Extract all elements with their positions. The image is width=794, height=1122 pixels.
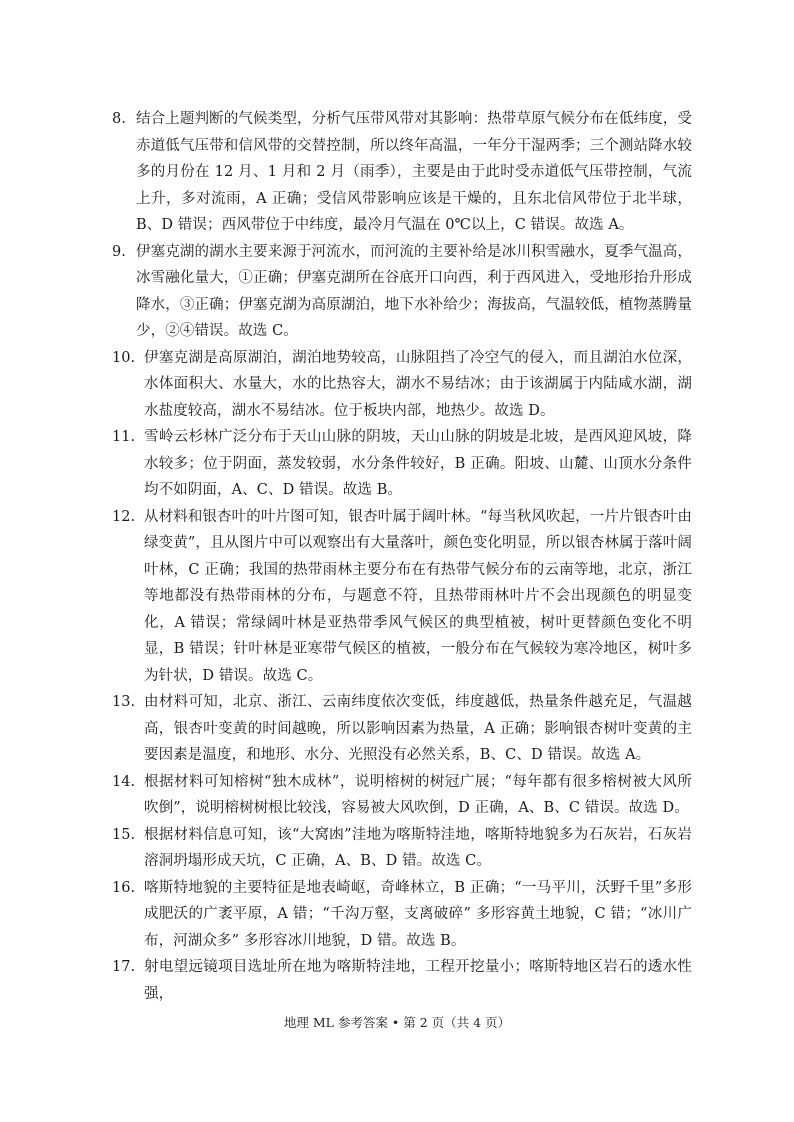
answer-text: 伊塞克湖的湖水主要来源于河流水，而河流的主要补给是冰川积雪融水，夏季气温高，冰雪融化量大，①正确；伊塞克湖所在谷底开口向西，利于西风进入，受地形抬升形成降水，③正确；伊塞克湖为高原湖泊，地下水补给少；海拔高，气温较低，植物蒸腾量少，②④错误。故选 C。 <box>136 243 692 339</box>
answer-text: 由材料可知，北京、浙江、云南纬度依次变低，纬度越低，热量条件越充足，气温越高，银杏叶变黄的时间越晚，所以影响因素为热量，A 正确；影响银杏树叶变黄的主要因素是温度，和地形、水分、光照没有必然关系，B、C、D 错误。故选 A。 <box>144 694 692 763</box>
answer-item-16 <box>112 875 692 955</box>
answer-text: 根据材料信息可知，该“大窝凼”洼地为喀斯特洼地，喀斯特地貌多为石灰岩，石灰岩溶洞坍塌形成天坑，C 正确，A、B、D 错。故选 C。 <box>144 826 692 869</box>
answer-text: 根据材料可知榕树“独木成林”，说明榕树的树冠广展；“每年都有很多榕树被大风所吹倒”，说明榕树树根比较浅，容易被大风吹倒，D 正确，A、B、C 错误。故选 D。 <box>144 773 692 816</box>
answer-number: 12. <box>112 508 136 525</box>
answer-number: 11. <box>112 429 136 445</box>
answer-item-11 <box>112 424 692 504</box>
answer-number: 14. <box>112 773 136 790</box>
answer-text: 喀斯特地貌的主要特征是地表崎岖，奇峰林立，B 正确；“一马平川，沃野千里”多形成肥沃的广袤平原，A 错；“千沟万壑，支离破碎” 多形容黄土地貌，C 错；“冰川广布，河湖众多” 多形容冰川地貌，D 错。故选 B。 <box>144 879 692 949</box>
answer-text: 伊塞克湖是高原湖泊，湖泊地势较高，山脉阻挡了冷空气的侵入，而且湖泊水位深，水体面积大、水量大，水的比热容大，湖水不易结冰；由于该湖属于内陆咸水湖，湖水盐度较高，湖水不易结冰。位于板块内部，地热少。故选 D。 <box>144 349 692 419</box>
answer-item-9 <box>112 239 692 345</box>
answer-item-12 <box>112 504 692 690</box>
answer-text: 从材料和银杏叶的叶片图可知，银杏叶属于阔叶林。“每当秋风吹起，一片片银杏叶由绿变黄”，且从图片中可以观察出有大量落叶，颜色变化明显，所以银杏林属于落叶阔叶林，C 正确；我国的热带雨林主要分布在有热带气候分布的云南等地，北京，浙江等地都没有热带雨林的分布，与题意不符，且热带雨林叶片不会出现颜色的明显变化，A 错误；常绿阔叶林是亚热带季风气候区的典型植被，树叶更替颜色变化不明显，B 错误；针叶林是亚寒带气候区的植被，一般分布在气候较为寒冷地区，树叶多为针状，D 错误。故选 C。 <box>144 508 692 684</box>
answer-number: 13. <box>112 694 136 710</box>
answer-item-8 <box>112 106 692 239</box>
answer-list <box>112 106 692 1007</box>
page-footer: 地理 ML 参考答案 • 第 2 页（共 4 页） <box>283 1015 511 1030</box>
answer-item-13 <box>112 689 692 769</box>
answer-item-14 <box>112 769 692 822</box>
answer-number: 16. <box>112 879 136 896</box>
answer-number: 17. <box>112 959 136 975</box>
answer-text: 雪岭云杉林广泛分布于天山山脉的阴坡，天山山脉的阴坡是北坡，是西风迎风坡，降水较多；位于阴面，蒸发较弱，水分条件较好，B 正确。阳坡、山麓、山顶水分条件均不如阴面，A、C、D 错误。故选 B。 <box>144 429 692 498</box>
answer-item-17 <box>112 954 692 1007</box>
answer-text: 结合上题判断的气候类型，分析气压带风带对其影响：热带草原气候分布在低纬度，受赤道低气压带和信风带的交替控制，所以终年高温，一年分干湿两季；三个测站降水较多的月份在 12 月、1 月和 2 月（雨季），主要是由于此时受赤道低气压带控制，气流上升，多对流雨，A 正确；受信风带影响应该是干燥的，且东北信风带位于北半球，B、D 错误；西风带位于中纬度，最冷月气温在 0℃以上，C 错误。故选 A。 <box>136 111 692 233</box>
answer-item-15 <box>112 822 692 875</box>
answer-number: 8. <box>112 111 126 127</box>
answer-number: 15. <box>112 826 136 843</box>
answer-text: 射电望远镜项目选址所在地为喀斯特洼地，工程开挖量小；喀斯特地区岩石的透水性强， <box>144 959 692 1002</box>
answer-number: 9. <box>112 243 126 260</box>
answer-item-10 <box>112 345 692 425</box>
answer-number: 10. <box>112 349 136 366</box>
